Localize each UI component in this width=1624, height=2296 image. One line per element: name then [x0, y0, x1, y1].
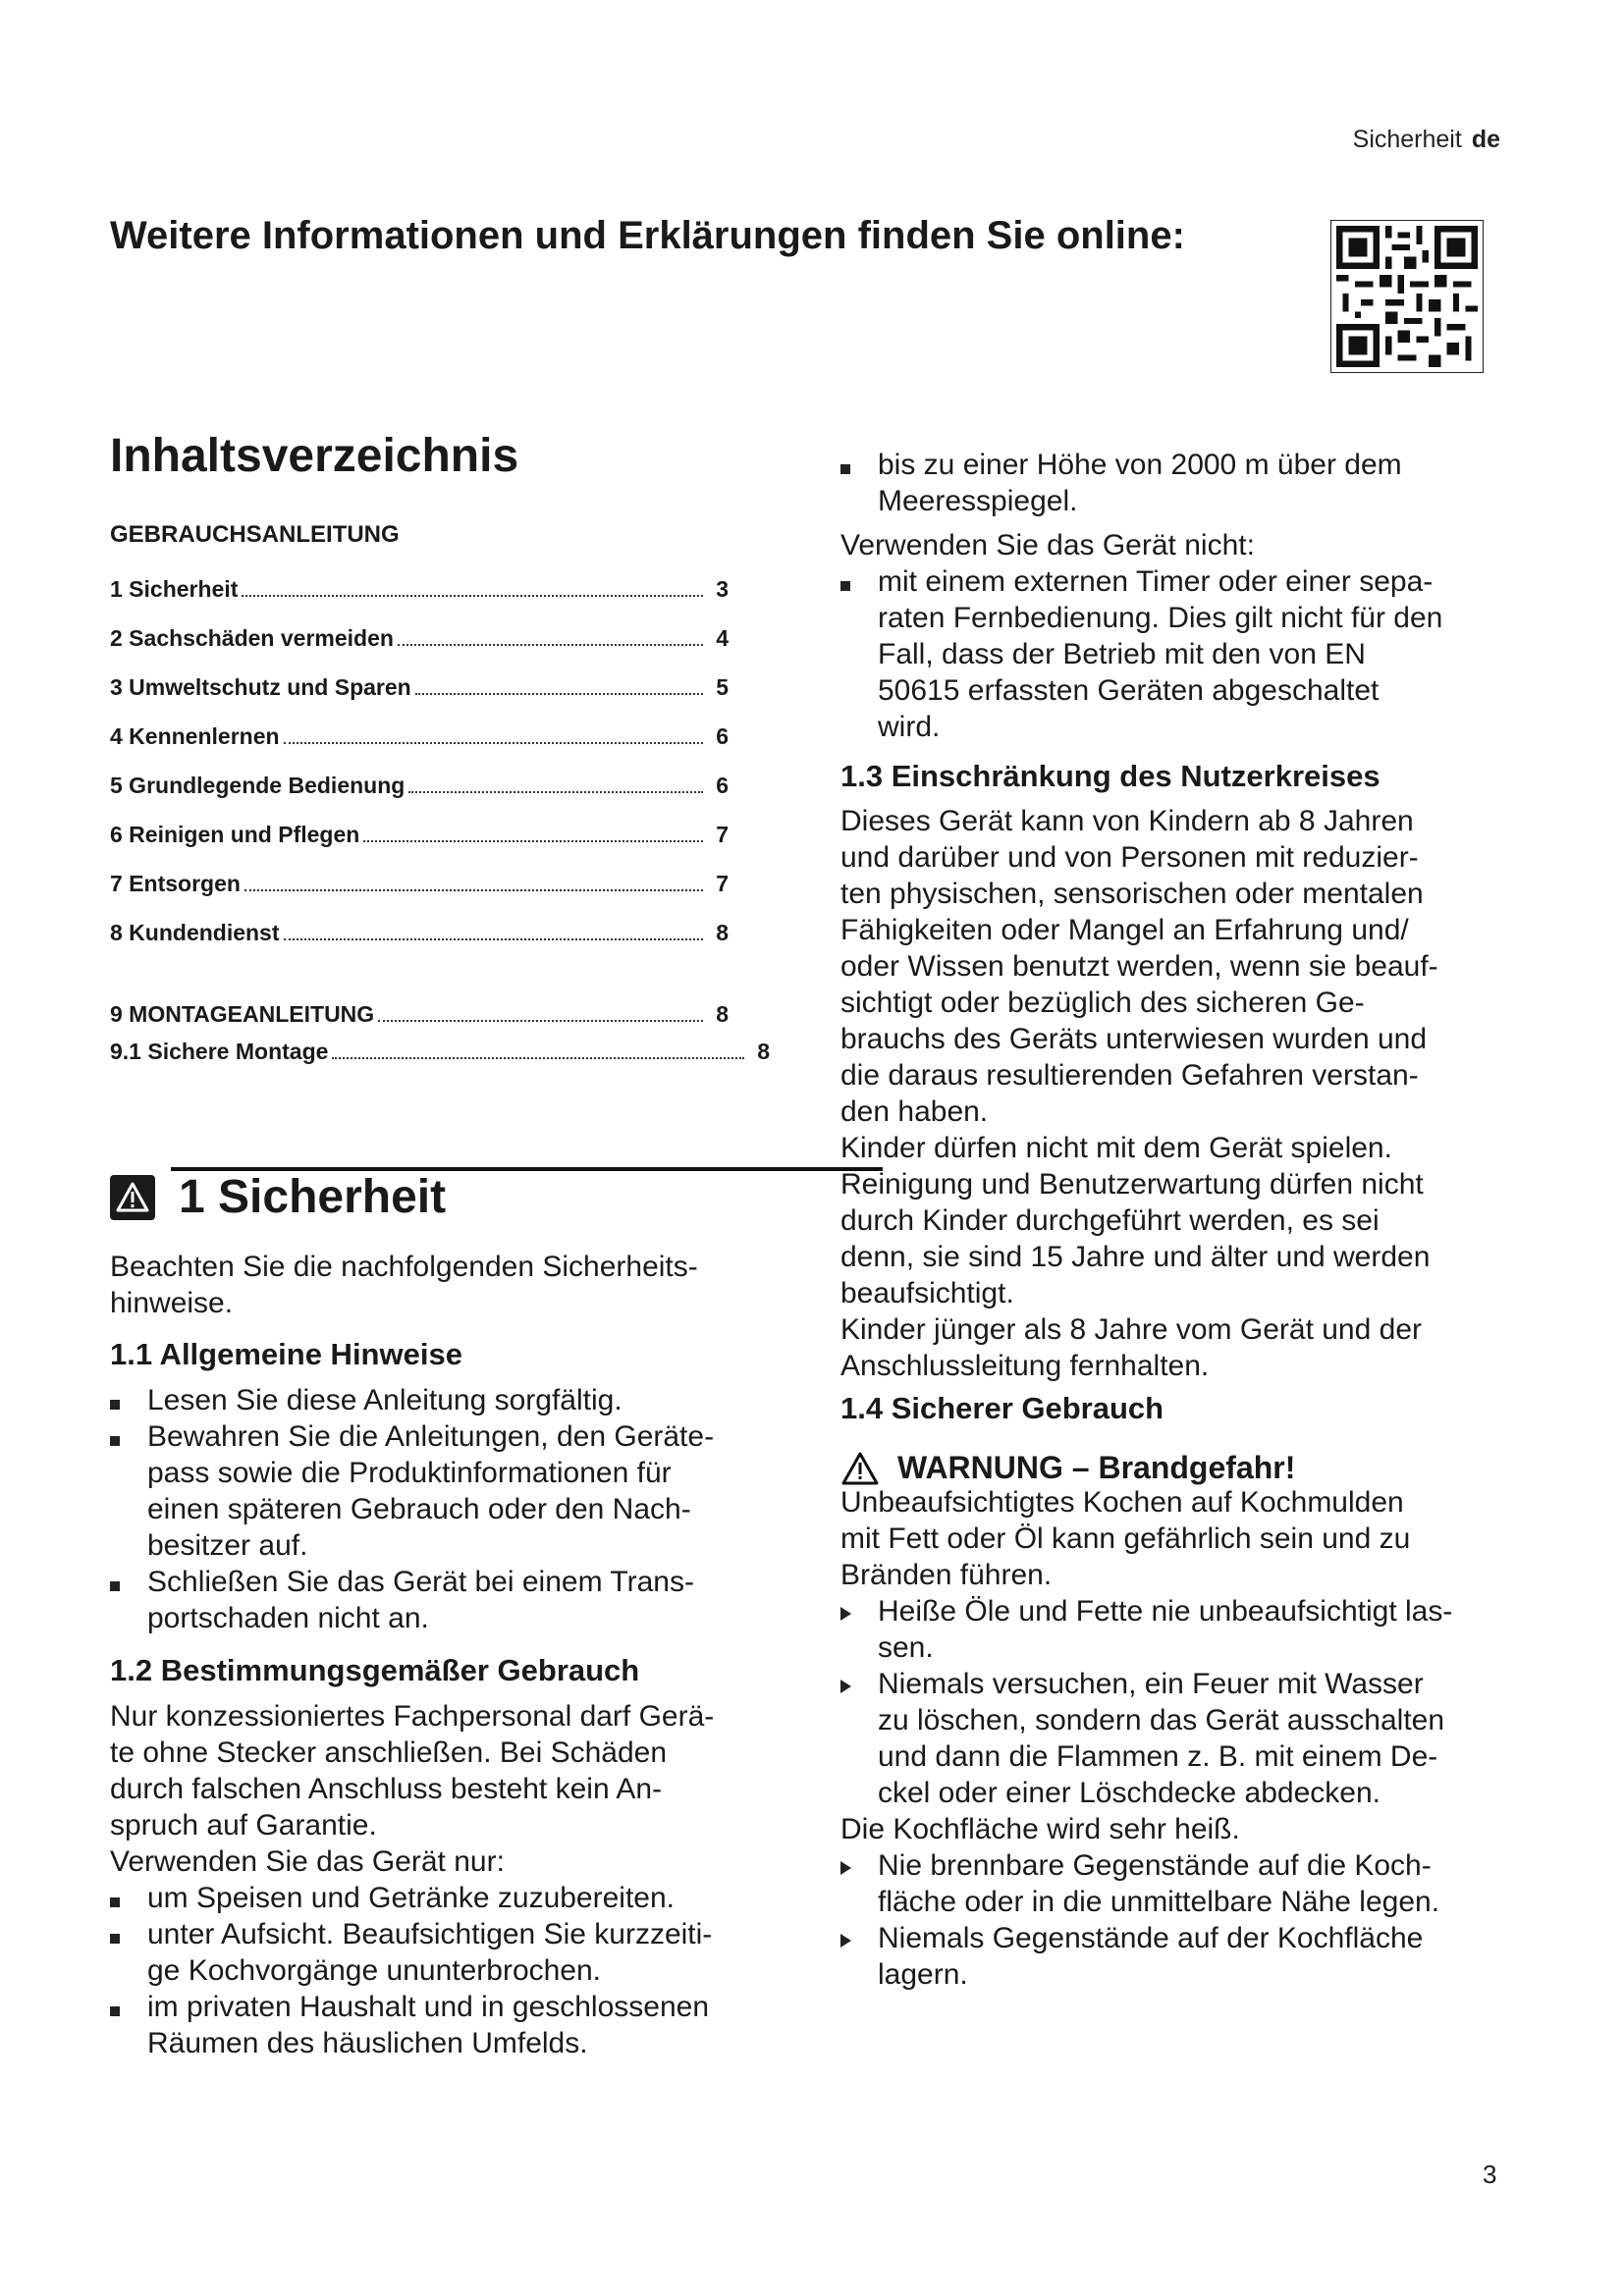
toc-label: 1 Sicherheit: [110, 576, 239, 602]
list-item: [840, 1920, 1423, 1993]
list-item-text: im privaten Haushalt und in geschlossenen Räumen des häuslichen Umfelds.: [147, 1991, 710, 2059]
warning-triangle-icon: [840, 1451, 880, 1486]
toc-label: 7 Entsorgen: [110, 871, 241, 896]
subsection-title: 1.4 Sicherer Gebrauch: [840, 1391, 1164, 1425]
section-intro: Beachten Sie die nachfolgenden Sicherheits- hinweise.: [110, 1251, 698, 1319]
toc-leader: [408, 791, 703, 793]
toc-label: 5 Grundlegende Bedienung: [110, 773, 406, 798]
toc-title: Inhaltsverzeichnis: [110, 430, 519, 482]
toc-label: 4 Kennenlernen: [110, 723, 280, 749]
toc-label: 2 Sachschäden vermeiden: [110, 625, 394, 651]
toc-leader: [415, 693, 703, 695]
arrow-icon: [840, 1666, 851, 1702]
toc-entry[interactable]: [110, 770, 729, 799]
arrow-icon: [840, 1593, 851, 1629]
list-item: [840, 1847, 1439, 1920]
subsection-title: 1.2 Bestimmungsgemäßer Gebrauch: [110, 1653, 640, 1687]
list-item-text: Niemals Gegenstände auf der Kochfläche lagern.: [878, 1922, 1424, 1991]
paragraph: Dieses Gerät kann von Kindern ab 8 Jahren und darüber und von Personen mit reduzier- ten physischen, sensorischen oder mentalen Fähigkeiten oder Mangel an Erfahrung und/ oder Wissen benutzt werden, wenn sie beauf- sichtigt oder bezüglich des sicheren Ge- brauchs des Geräts unterwiesen wurden und die daraus resultierenden Gefahren verstan- den haben. Kinder dürfen nicht mit dem Gerät spielen. Reinigung und Benutzerwartung dürfen nicht durch Kinder durchgeführt werden, es sei denn, sie sind 15 Jahre und älter und werden beaufsichtigt. Kinder jünger als 8 Jahre vom Gerät und der Anschlussleitung fernhalten.: [840, 805, 1438, 1382]
paragraph: Unbeaufsichtigtes Kochen auf Kochmulden mit Fett oder Öl kann gefährlich sein und zu Bränden führen.: [840, 1486, 1411, 1591]
toc-entry[interactable]: [110, 622, 729, 652]
list-item-text: Nie brennbare Gegenstände auf die Koch- fläche oder in die unmittelbare Nähe legen.: [878, 1849, 1440, 1918]
toc-leader: [284, 742, 703, 744]
list-item: [840, 1593, 1452, 1666]
subsection-title: 1.3 Einschränkung des Nutzerkreises: [840, 759, 1380, 793]
toc-page: 6: [716, 723, 729, 749]
toc-leader: [284, 938, 703, 940]
toc-leader: [332, 1057, 744, 1059]
bullet-icon: [110, 1989, 120, 2025]
toc-entry[interactable]: [110, 721, 729, 750]
bullet-icon: [110, 1916, 120, 1952]
list-item: [840, 563, 1442, 745]
toc-entry[interactable]: [110, 573, 729, 603]
toc-label: 8 Kundendienst: [110, 920, 280, 945]
list-item: [840, 447, 1402, 519]
paragraph: Nur konzessioniertes Fachpersonal darf Gerä- te ohne Stecker anschließen. Bei Schäden durch falschen Anschluss besteht kein An- spruch auf Garantie. Verwenden Sie das Gerät nur:: [110, 1700, 715, 1878]
toc-page: 8: [757, 1039, 770, 1064]
toc-label: 3 Umweltschutz und Sparen: [110, 674, 411, 700]
paragraph: Die Kochfläche wird sehr heiß.: [840, 1813, 1240, 1845]
toc-entry[interactable]: [110, 868, 729, 897]
toc-section-label: GEBRAUCHSANLEITUNG: [110, 521, 400, 548]
toc-page: 7: [716, 871, 729, 896]
warning-heading: [840, 1450, 1295, 1486]
list-item-text: Bewahren Sie die Anleitungen, den Geräte- pass sowie die Produktinformationen für einen späteren Gebrauch oder den Nach- besitzer auf.: [147, 1420, 715, 1562]
toc-leader: [244, 889, 703, 891]
list-item: [110, 1916, 712, 1989]
toc-entry[interactable]: [110, 917, 729, 946]
page-number: 3: [1483, 2160, 1497, 2189]
toc-label: 9.1 Sichere Montage: [110, 1039, 329, 1064]
section-title: 1 Sicherheit: [179, 1171, 447, 1223]
toc-leader: [378, 1020, 703, 1022]
header-lang: de: [1471, 126, 1500, 153]
list-item: [110, 1418, 714, 1564]
list-item: [110, 1564, 694, 1636]
bullet-icon: [110, 1382, 120, 1418]
list-item: [110, 1382, 623, 1418]
online-info-title: Weitere Informationen und Erklärungen finden Sie online:: [110, 214, 1185, 257]
toc-leader: [398, 644, 703, 646]
toc-entry[interactable]: [110, 998, 729, 1028]
arrow-icon: [840, 1920, 851, 1956]
running-header: [1353, 126, 1500, 154]
subsection-title: 1.1 Allgemeine Hinweise: [110, 1337, 462, 1371]
toc-entry[interactable]: [110, 671, 729, 701]
toc-entry[interactable]: [110, 1036, 770, 1065]
toc-page: 6: [716, 773, 729, 798]
bullet-icon: [840, 447, 850, 483]
toc-page: 4: [716, 625, 729, 651]
header-section: Sicherheit: [1352, 126, 1462, 153]
toc-page: 7: [716, 822, 729, 847]
list-item-text: Niemals versuchen, ein Feuer mit Wasser zu löschen, sondern das Gerät ausschalten und dann die Flammen z. B. mit einem De- ckel oder einer Löschdecke abdecken.: [878, 1668, 1445, 1809]
list-item-text: bis zu einer Höhe von 2000 m über dem Meeresspiegel.: [878, 449, 1402, 517]
list-item-text: um Speisen und Getränke zuzubereiten.: [147, 1882, 675, 1914]
qr-code[interactable]: [1330, 220, 1484, 373]
paragraph: Verwenden Sie das Gerät nicht:: [840, 529, 1255, 561]
toc-page: 8: [716, 1001, 729, 1027]
toc-leader: [242, 595, 703, 597]
list-item-text: unter Aufsicht. Beaufsichtigen Sie kurzzeiti- ge Kochvorgänge ununterbrochen.: [147, 1918, 713, 1987]
toc-page: 5: [716, 674, 729, 700]
list-item-text: Lesen Sie diese Anleitung sorgfältig.: [147, 1384, 623, 1416]
toc-label: 9 MONTAGEANLEITUNG: [110, 1001, 375, 1027]
arrow-icon: [840, 1847, 851, 1884]
list-item-text: Heiße Öle und Fette nie unbeaufsichtigt las- sen.: [878, 1595, 1453, 1664]
toc-page: 3: [716, 576, 729, 602]
bullet-icon: [110, 1418, 120, 1455]
list-item-text: mit einem externen Timer oder einer sepa- raten Fernbedienung. Dies gilt nicht für den Fall, dass der Betrieb mit den von EN 50615 erfassten Geräten abgeschaltet wird.: [878, 565, 1443, 743]
list-item-text: Schließen Sie das Gerät bei einem Trans- portschaden nicht an.: [147, 1566, 694, 1634]
toc-label: 6 Reinigen und Pflegen: [110, 822, 360, 847]
list-item: [110, 1989, 709, 2061]
bullet-icon: [110, 1880, 120, 1916]
bullet-icon: [110, 1564, 120, 1600]
list-item: [840, 1666, 1444, 1811]
list-item: [110, 1880, 675, 1916]
toc-leader: [363, 840, 703, 842]
toc-entry[interactable]: [110, 819, 729, 848]
bullet-icon: [840, 563, 850, 600]
warning-icon: [110, 1175, 155, 1220]
toc-page: 8: [716, 920, 729, 945]
warning-text: WARNUNG – Brandgefahr!: [897, 1450, 1296, 1485]
